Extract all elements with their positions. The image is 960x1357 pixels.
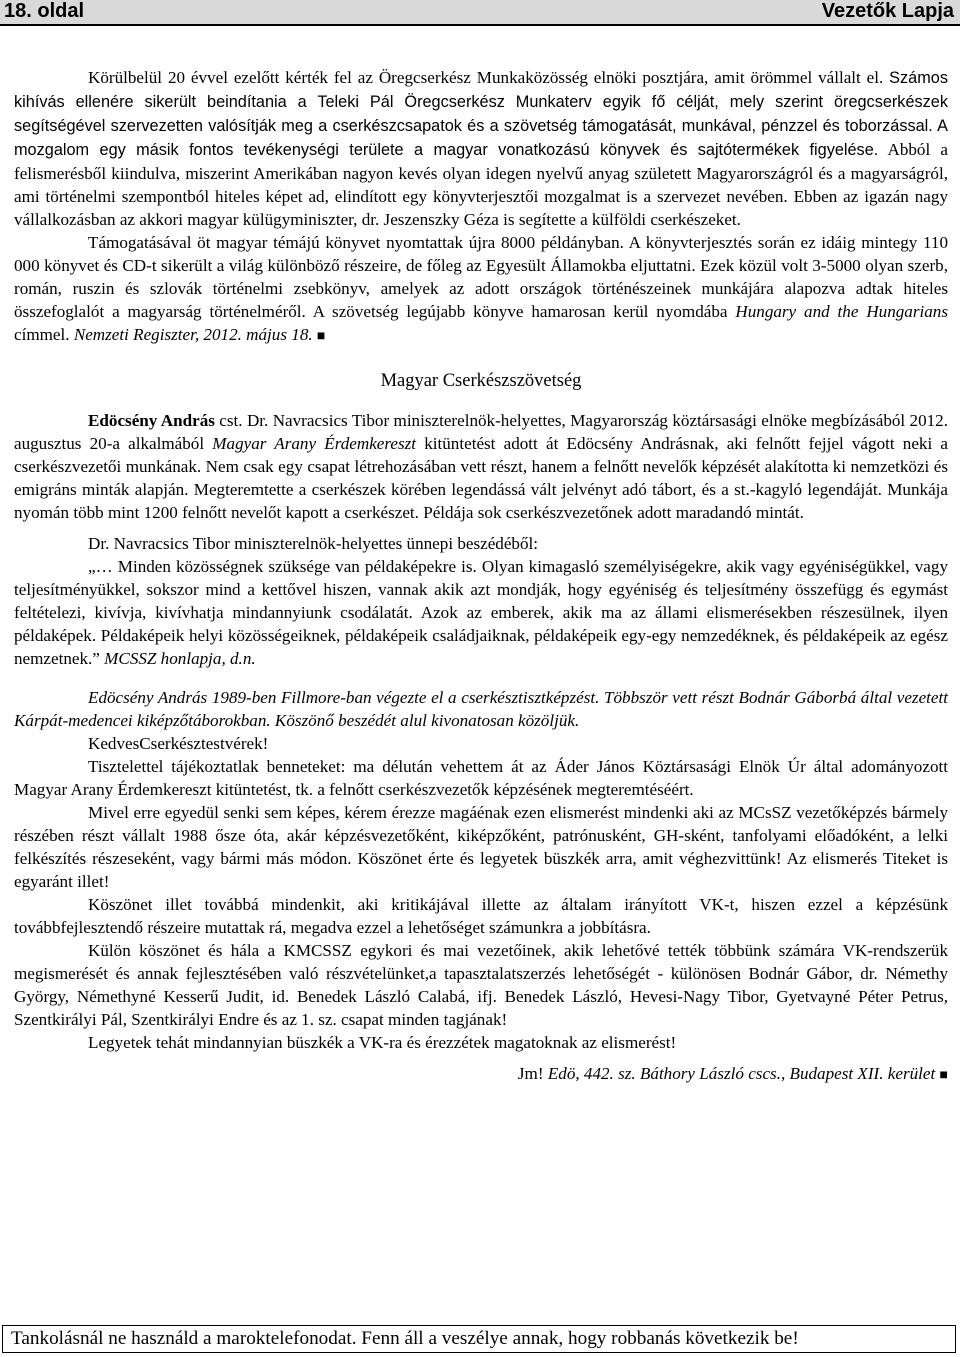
page-header: [0, 0, 960, 26]
page-number: 18. oldal: [4, 0, 85, 22]
article2-paragraph1: [14, 409, 948, 524]
book-title: Hungary and the Hungarians: [735, 302, 949, 321]
article2-p1-text: cst. Dr. Navracsics Tibor miniszterelnök-helyettes, Magyarország köztársasági elnöke megbízásából 2012. augusztus 20-a alkalmából: [14, 411, 948, 453]
speech-intro: Dr. Navracsics Tibor miniszterelnök-helyettes ünnepi beszédéből:: [88, 534, 539, 553]
signature-jm: Jm!: [517, 1064, 548, 1083]
section-title: Magyar Cserkészszövetség: [380, 371, 582, 391]
article3-intro-text: Edöcsény András 1989-ben Fillmore-ban végezte el a cserkésztisztképzést. Többször vett részt Bodnár Gáborbá által vezetett Kárpát-medencei kiképzőtáborokban. Köszönő beszédét alul kivonatosan közöljük.: [14, 688, 948, 730]
speech-quote-text: „… Minden közösségnek szüksége van példaképekre is. Olyan kimagasló személyiségekre, akik vagy egyéniségükkel, vagy teljesítményükkel, sokszor mind a kettővel hiszen, vannak akik azt mondják, hogy egyéniség és teljesítmény összefügg és egymást feltételezi, kivívja, kivívhatja mindannyiunk csodálatát. Azok az emberek, akik ma az állami elismerésekben részesülnek, ilyen példaképek. Példaképeik helyi közösségeiknek, példaképeik családjaiknak, példaképeik egy-egy nemzedéknek, és példaképeik az egész nemzetnek.”: [14, 557, 948, 668]
award-name: Magyar Arany Érdemkereszt: [212, 434, 417, 453]
greeting: KedvesCserkésztestvérek!: [88, 734, 269, 753]
article1-p2-text: Támogatásával öt magyar témájú könyvet nyomtattak újra 8000 példányban. A könyvterjesztés során ez idáig mintegy 110 000 könyvet és CD-t sikerült a világ különböző részeire, de főleg az Egyesült Államokba eljuttatni. Ezek közül volt 3-5000 olyan szerb, román, ruszin és szlovák történelmi zsebkönyv, amelyek az adott országok történészeinek munkájára alapozva adtak hiteles összefoglalót a magyarság történelméről. A szövetség legújabb könyve hamarosan kerül nyomdába: [14, 233, 948, 321]
speech-quote: [14, 555, 948, 670]
signature-source: Edö, 442. sz. Báthory László cscs., Budapest XII. kerület: [547, 1064, 936, 1083]
article3-signature: [14, 1062, 948, 1087]
article1-paragraph1: [14, 66, 948, 231]
article1-source: Nemzeti Regiszter, 2012. május 18.: [73, 325, 313, 344]
magazine-title: Vezetők Lapja: [821, 0, 954, 22]
article3-paragraph3: Köszönet illet továbbá mindenkit, aki kritikájával illette az általam irányított VK-t, hiszen ezzel a képzésünk továbbfejlesztendő részeire mutattak rá, megadva ezzel a lehetőséget számunkra a jobbításra.: [14, 895, 948, 937]
end-mark: ■: [939, 1068, 948, 1083]
honoree-name: Edöcsény András: [88, 411, 215, 430]
article3-paragraph2: Mivel erre egyedül senki sem képes, kérem érezze magáénak ezen elismerést mindenki aki az MCsSZ vezetőképzés bármely részében részt vállalt 1988 őszе óta, akár képzésvezetőként, kiképzőként, patrónusként, GH-sként, tanfolyami előadóként, a lelki felkészítés részeseként, vagy bármi más módon. Köszönet érte és legyetek büszkék arra, amit véghezvittünk! Az elismerés Titeket is egyaránt illet!: [14, 803, 948, 891]
article3-paragraph4: Külön köszönet és hála a KMCSSZ egykori és mai vezetőinek, akik lehetővé tették többünk számára VK-rendszerük megismerését és annak fejlesztésében való részvételünket,a tapasztalatszerzés lehetőségét - különösen Bodnár Gábor, dr. Némethy György, Némethyné Kesserű Judit, id. Benedek László Calabá, ifj. Benedek László, Hevesi-Nagy Tibor, Gyetvayné Péter Petrus, Szentkirályi Pál, Szentkirályi Endre és az 1. sz. csapat minden tagjának!: [14, 941, 948, 1029]
article1-p1-sans-text: Számos kihívás ellenére sikerült beindítania a Teleki Pál Öregcserkész Munkaterv egyik fő célját, mely szerint öregcserkészek segítségével szervezetten valósítják meg a cserkészcsapatok és a szövetség támogatását, munkával, pénzzel és toborzással. A mozgalom egy másik fontos tevékenységi területe a magyar vonatkozású könyvek és sajtótermékek figyelése.: [14, 69, 948, 159]
footer-text: Tankolásnál ne használd a maroktelefonodat. Fenn áll a veszélye annak, hogy robbanás következik be!: [11, 1328, 799, 1349]
article2-p1-rest: kitüntetést adott át Edöcsény Andrásnak, aki felnőtt fejjel vágott neki a cserkészvezetői munkának. Nem csak egy csapat létrehozásában vett részt, hanem a felnőtt nevelők képzését alakította ki nemzetközi és emigráns minták alapján. Megteremtette a cserkészek körében legendássá vált jelvényt adó tábort, és a st.-kagyló legendáját. Munkája nyomán több mint 1200 felnőtt nevelőt kapott a cserkészet. Példája sok cserkészvezetőnek adott maradandó mintát.: [14, 434, 948, 522]
end-mark: ■: [316, 329, 326, 344]
article1-p1-rest-text: Abból a felismerésből kiindulva, miszerint Amerikában nagyon kevés olyan idegen nyelvű anyag született Magyarországról és a magyarságról, ami történelmi szempontból hiteles képet ad, elindított egy könyvterjesztői mozgalmat is a szervezet nevében. Ebben az igazán nagy vállalkozásban az akkori magyar külügyminiszter, dr. Jeszenszky Géza is segítette a külföldi cserkészeket.: [14, 140, 948, 229]
article1-p1-text: Körülbelül 20 évvel ezelőtt kérték fel az Öregcserkész Munkaközösség elnöki posztjára, amit örömmel vállalt el.: [88, 68, 890, 87]
quote-source: MCSSZ honlapja, d.n.: [104, 649, 256, 668]
footer-notice: [2, 1325, 956, 1353]
article3-paragraph5: Legyetek tehát mindannyian büszkék a VK-ra és érezzétek magatoknak az elismerést!: [88, 1033, 677, 1052]
article1-p2-after: címmel.: [14, 325, 74, 344]
article-body: [14, 66, 948, 1087]
article3-paragraph1: Tisztelettel tájékoztatlak benneteket: ma délután vehettem át az Áder János Köztársasági Elnök Úr által adományozott Magyar Arany Érdemkereszt kitüntetést, tk. a felnőtt cserkészvezetők képzésének megteremtéséért.: [14, 757, 948, 799]
article3-intro: [14, 686, 948, 732]
article1-paragraph2: [14, 231, 948, 348]
